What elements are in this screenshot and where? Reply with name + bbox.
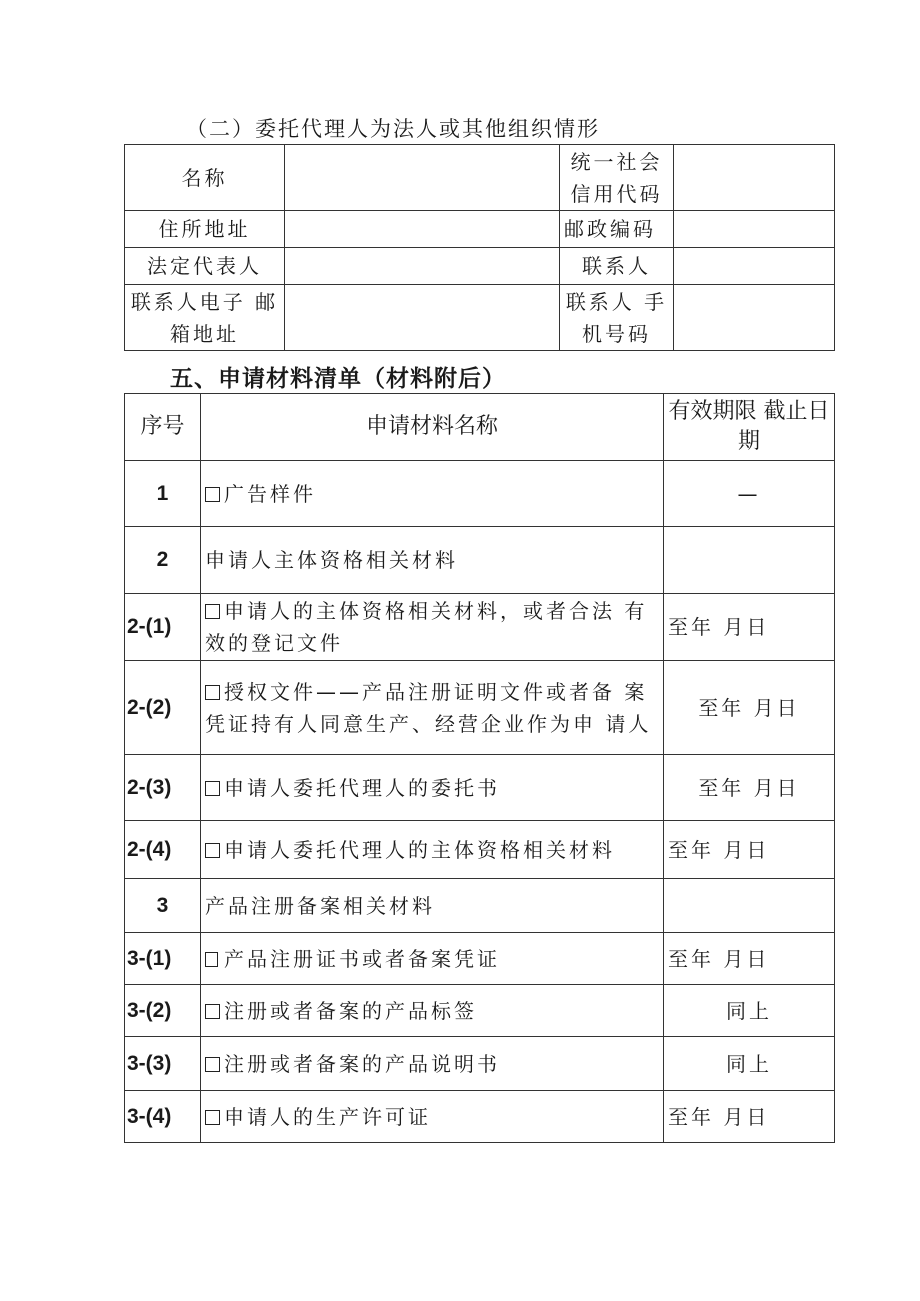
organization-info-table [124, 144, 835, 351]
legal-rep-value [285, 248, 560, 285]
table-row [125, 661, 835, 755]
item-name: 申请人的生产许可证 [224, 1104, 431, 1129]
section-five-title: 五、申请材料清单（材料附后） [170, 366, 506, 392]
table-row [125, 248, 835, 285]
materials-table [124, 393, 835, 1143]
table-header-row [125, 394, 835, 461]
credit-code-value [674, 145, 835, 211]
item-validity: 至年 月日 [664, 661, 835, 755]
checkbox-icon[interactable] [205, 1057, 220, 1072]
table-row [125, 933, 835, 985]
address-label: 住所地址 [125, 211, 285, 248]
item-no: 3-(3) [125, 1037, 201, 1091]
contact-email-label: 联系人电子 邮箱地址 [125, 285, 285, 351]
name-value [285, 145, 560, 211]
item-name-cell [201, 933, 664, 985]
item-name-cell [201, 755, 664, 821]
address-value [285, 211, 560, 248]
table-row [125, 755, 835, 821]
item-name: 申请人主体资格相关材料 [201, 527, 664, 594]
contact-label: 联系人 [560, 248, 674, 285]
item-name-cell [201, 594, 664, 661]
item-name: 授权文件——产品注册证明文件或者备 案凭证持有人同意生产、经营企业作为申 请人 [205, 679, 652, 736]
item-no: 2-(4) [125, 821, 201, 879]
item-name-cell [201, 661, 664, 755]
item-name: 申请人委托代理人的主体资格相关材料 [224, 837, 615, 862]
item-no: 3 [125, 879, 201, 933]
table-row [125, 1037, 835, 1091]
item-no: 3-(4) [125, 1091, 201, 1143]
legal-rep-label: 法定代表人 [125, 248, 285, 285]
item-name: 申请人的主体资格相关材料，或者合法 有效的登记文件 [205, 599, 648, 655]
item-validity: 至年 月日 [664, 821, 835, 879]
table-row [125, 1091, 835, 1143]
item-name: 广告样件 [224, 481, 316, 506]
checkbox-icon[interactable] [205, 952, 218, 967]
item-validity [664, 879, 835, 933]
table-row [125, 211, 835, 248]
table-row [125, 879, 835, 933]
table-row [125, 594, 835, 661]
table-row [125, 821, 835, 879]
item-name-cell [201, 985, 664, 1037]
header-validity: 有效期限 截止日期 [664, 394, 835, 461]
checkbox-icon[interactable] [205, 781, 220, 796]
checkbox-icon[interactable] [205, 1110, 220, 1125]
item-no: 1 [125, 461, 201, 527]
item-name-cell [201, 1037, 664, 1091]
checkbox-icon[interactable] [205, 1004, 220, 1019]
item-name: 注册或者备案的产品标签 [224, 998, 477, 1023]
item-no: 2 [125, 527, 201, 594]
header-no: 序号 [125, 394, 201, 461]
contact-phone-value [674, 285, 835, 351]
item-name: 产品注册备案相关材料 [201, 879, 664, 933]
item-name-cell [201, 1091, 664, 1143]
contact-value [674, 248, 835, 285]
table-row [125, 285, 835, 351]
table-row [125, 145, 835, 211]
item-validity: 至年 月日 [664, 755, 835, 821]
item-validity: 至年 月日 [664, 1091, 835, 1143]
item-no: 2-(3) [125, 755, 201, 821]
item-name-cell [201, 821, 664, 879]
table-row [125, 461, 835, 527]
checkbox-icon[interactable] [205, 487, 220, 502]
item-name-cell [201, 461, 664, 527]
item-name: 注册或者备案的产品说明书 [224, 1051, 500, 1076]
checkbox-icon[interactable] [205, 843, 220, 858]
item-validity: 同上 [664, 1037, 835, 1091]
postal-code-label: 邮政编码 [560, 211, 674, 248]
name-label: 名称 [125, 145, 285, 211]
header-name: 申请材料名称 [201, 394, 664, 461]
item-name: 申请人委托代理人的委托书 [224, 775, 500, 800]
item-validity [664, 527, 835, 594]
contact-phone-label: 联系人 手机号码 [560, 285, 674, 351]
postal-code-value [674, 211, 835, 248]
table-row [125, 985, 835, 1037]
contact-email-value [285, 285, 560, 351]
item-validity: 同上 [664, 985, 835, 1037]
item-no: 3-(2) [125, 985, 201, 1037]
credit-code-label: 统一社会信用代码 [560, 145, 674, 211]
item-no: 2-(1) [125, 594, 201, 661]
item-name: 产品注册证书或者备案凭证 [224, 946, 500, 971]
section-two-title: （二）委托代理人为法人或其他组织情形 [186, 117, 600, 141]
item-no: 2-(2) [125, 661, 201, 755]
item-validity: — [664, 461, 835, 527]
item-validity: 至年 月日 [664, 594, 835, 661]
item-validity: 至年 月日 [664, 933, 835, 985]
checkbox-icon[interactable] [205, 685, 220, 700]
table-row [125, 527, 835, 594]
item-no: 3-(1) [125, 933, 201, 985]
checkbox-icon[interactable] [205, 604, 220, 619]
